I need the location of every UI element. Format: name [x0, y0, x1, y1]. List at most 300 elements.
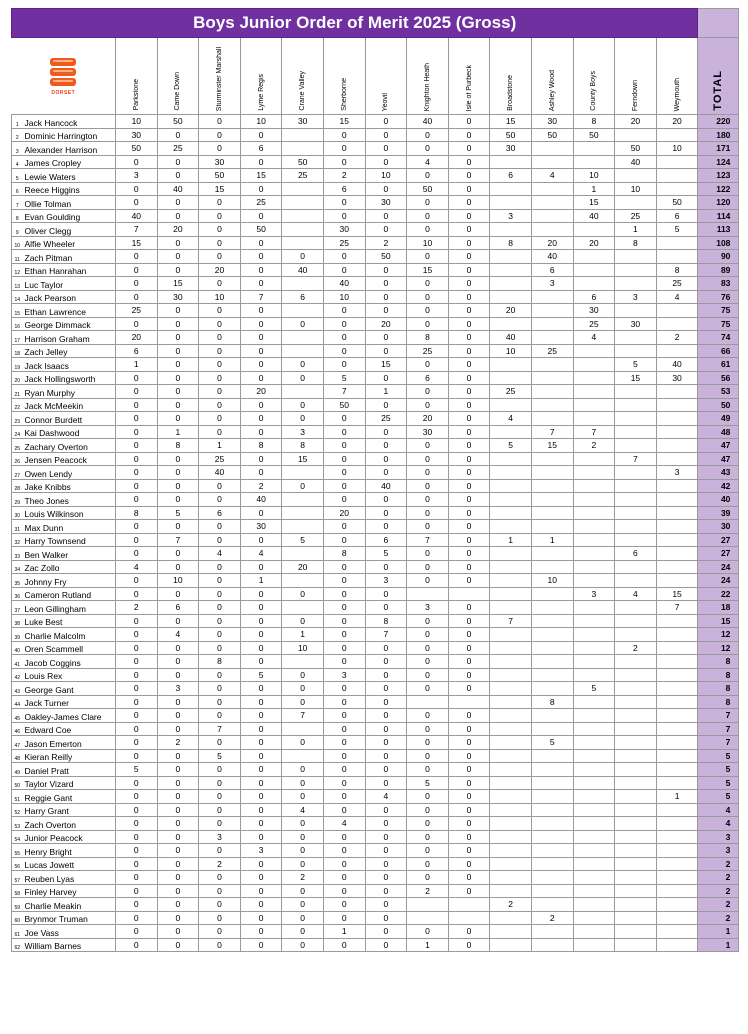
- score-cell: 0: [407, 817, 449, 831]
- score-cell: 0: [240, 628, 282, 642]
- player-name: Charlie Malcolm: [23, 628, 116, 642]
- player-name: Taylor Vizard: [23, 776, 116, 790]
- table-row: [12, 317, 739, 331]
- score-cell: 0: [448, 925, 490, 939]
- score-cell: 6: [240, 142, 282, 156]
- rank-number: 40: [12, 641, 23, 655]
- score-cell: 0: [407, 682, 449, 696]
- score-cell: [407, 898, 449, 912]
- score-cell: 10: [323, 290, 365, 304]
- score-cell: 0: [323, 574, 365, 588]
- score-cell: 1: [407, 938, 449, 952]
- score-cell: [573, 466, 615, 480]
- score-cell: 0: [116, 452, 158, 466]
- table-row: [12, 857, 739, 871]
- table-row: [12, 331, 739, 345]
- score-cell: 50: [531, 128, 573, 142]
- column-header: [282, 38, 324, 115]
- score-cell: [615, 898, 657, 912]
- score-cell: 0: [116, 263, 158, 277]
- score-cell: 0: [323, 776, 365, 790]
- score-cell: 4: [116, 560, 158, 574]
- score-cell: [615, 128, 657, 142]
- score-cell: 0: [407, 520, 449, 534]
- score-cell: 40: [282, 263, 324, 277]
- score-cell: 0: [199, 695, 241, 709]
- score-cell: [573, 142, 615, 156]
- score-cell: 2: [199, 857, 241, 871]
- score-cell: 0: [116, 628, 158, 642]
- score-cell: 0: [365, 763, 407, 777]
- score-cell: 4: [282, 803, 324, 817]
- score-cell: 10: [407, 236, 449, 250]
- score-cell: 0: [407, 763, 449, 777]
- score-cell: 0: [199, 587, 241, 601]
- score-cell: 10: [615, 182, 657, 196]
- score-cell: [531, 655, 573, 669]
- score-cell: 0: [365, 682, 407, 696]
- column-header: [656, 38, 698, 115]
- score-cell: 0: [199, 331, 241, 345]
- score-cell: [531, 668, 573, 682]
- score-cell: 0: [199, 601, 241, 615]
- score-cell: 0: [282, 817, 324, 831]
- score-cell: 0: [407, 493, 449, 507]
- total-cell: 83: [698, 277, 739, 291]
- score-cell: 0: [240, 128, 282, 142]
- score-cell: 0: [157, 830, 199, 844]
- score-cell: [448, 898, 490, 912]
- score-cell: [615, 722, 657, 736]
- total-cell: 74: [698, 331, 739, 345]
- score-cell: [656, 155, 698, 169]
- score-cell: 0: [199, 209, 241, 223]
- score-cell: 0: [365, 736, 407, 750]
- score-cell: 7: [365, 628, 407, 642]
- score-cell: 0: [282, 898, 324, 912]
- rank-number: 30: [12, 506, 23, 520]
- score-cell: 0: [240, 803, 282, 817]
- score-cell: 0: [199, 398, 241, 412]
- score-cell: 0: [116, 290, 158, 304]
- score-cell: 0: [157, 371, 199, 385]
- score-cell: 0: [323, 628, 365, 642]
- score-cell: 0: [116, 925, 158, 939]
- table-row: [12, 668, 739, 682]
- score-cell: 0: [365, 277, 407, 291]
- score-cell: 10: [282, 641, 324, 655]
- score-cell: [490, 290, 532, 304]
- score-cell: [531, 196, 573, 210]
- score-cell: 3: [656, 466, 698, 480]
- score-cell: [490, 398, 532, 412]
- score-cell: 0: [282, 736, 324, 750]
- score-cell: 0: [282, 479, 324, 493]
- score-cell: 0: [199, 560, 241, 574]
- total-cell: 2: [698, 911, 739, 925]
- score-cell: 0: [240, 236, 282, 250]
- score-cell: [573, 857, 615, 871]
- score-cell: 0: [116, 250, 158, 264]
- score-cell: [531, 857, 573, 871]
- table-row: [12, 641, 739, 655]
- score-cell: 0: [365, 209, 407, 223]
- score-cell: 0: [407, 547, 449, 561]
- score-cell: [656, 655, 698, 669]
- score-cell: [656, 844, 698, 858]
- score-cell: 20: [531, 236, 573, 250]
- score-cell: [573, 398, 615, 412]
- score-cell: 0: [407, 736, 449, 750]
- score-cell: [573, 358, 615, 372]
- score-cell: 15: [240, 169, 282, 183]
- score-cell: 0: [448, 547, 490, 561]
- total-cell: 50: [698, 398, 739, 412]
- score-cell: 8: [531, 695, 573, 709]
- score-cell: 0: [448, 115, 490, 129]
- score-cell: 0: [116, 682, 158, 696]
- lion-icon: [50, 68, 76, 76]
- column-header-label: Broadstone: [507, 75, 515, 111]
- score-cell: [282, 304, 324, 318]
- score-cell: 0: [407, 803, 449, 817]
- score-cell: [282, 142, 324, 156]
- score-cell: [573, 736, 615, 750]
- score-cell: 25: [240, 196, 282, 210]
- total-cell: 8: [698, 668, 739, 682]
- column-header-label: Isle of Purbeck: [465, 64, 473, 111]
- score-cell: 0: [240, 776, 282, 790]
- score-cell: 2: [615, 641, 657, 655]
- score-cell: [573, 506, 615, 520]
- score-cell: 0: [365, 425, 407, 439]
- score-cell: 50: [656, 196, 698, 210]
- score-cell: 15: [531, 439, 573, 453]
- score-cell: 3: [407, 601, 449, 615]
- total-cell: 3: [698, 844, 739, 858]
- score-cell: 30: [573, 304, 615, 318]
- score-cell: 0: [448, 857, 490, 871]
- score-cell: 0: [157, 668, 199, 682]
- score-cell: 0: [448, 142, 490, 156]
- merit-table: [11, 8, 739, 952]
- score-cell: 4: [157, 628, 199, 642]
- score-cell: 25: [490, 385, 532, 399]
- score-cell: 7: [282, 709, 324, 723]
- score-cell: 0: [323, 493, 365, 507]
- score-cell: 0: [448, 182, 490, 196]
- rank-number: 24: [12, 425, 23, 439]
- score-cell: 0: [240, 398, 282, 412]
- score-cell: 6: [282, 290, 324, 304]
- score-cell: 25: [531, 344, 573, 358]
- score-cell: [615, 169, 657, 183]
- score-cell: 0: [365, 115, 407, 129]
- rank-number: 22: [12, 398, 23, 412]
- score-cell: 0: [116, 655, 158, 669]
- table-row: [12, 412, 739, 426]
- score-cell: 7: [531, 425, 573, 439]
- score-cell: 5: [615, 358, 657, 372]
- total-cell: 1: [698, 938, 739, 952]
- score-cell: 30: [490, 142, 532, 156]
- score-cell: 0: [365, 223, 407, 237]
- score-cell: 0: [116, 398, 158, 412]
- total-cell: 123: [698, 169, 739, 183]
- score-cell: 0: [199, 317, 241, 331]
- score-cell: 0: [407, 844, 449, 858]
- score-cell: 50: [199, 169, 241, 183]
- rank-number: 60: [12, 911, 23, 925]
- score-cell: [490, 817, 532, 831]
- score-cell: [490, 263, 532, 277]
- rank-number: 10: [12, 236, 23, 250]
- score-cell: 0: [365, 776, 407, 790]
- score-cell: 0: [199, 142, 241, 156]
- table-row: [12, 128, 739, 142]
- column-header: [240, 38, 282, 115]
- score-cell: 0: [157, 466, 199, 480]
- score-cell: 3: [531, 277, 573, 291]
- score-cell: 25: [323, 236, 365, 250]
- score-cell: 0: [365, 857, 407, 871]
- score-cell: 0: [240, 911, 282, 925]
- score-cell: [573, 911, 615, 925]
- player-name: William Barnes: [23, 938, 116, 952]
- score-cell: 0: [116, 709, 158, 723]
- score-cell: [531, 614, 573, 628]
- score-cell: 8: [199, 655, 241, 669]
- score-cell: 0: [240, 925, 282, 939]
- score-cell: [282, 236, 324, 250]
- score-cell: 0: [323, 358, 365, 372]
- score-cell: 30: [615, 317, 657, 331]
- table-row: [12, 722, 739, 736]
- score-cell: [615, 763, 657, 777]
- score-cell: 0: [282, 317, 324, 331]
- score-cell: 25: [365, 412, 407, 426]
- table-row: [12, 601, 739, 615]
- score-cell: 0: [323, 560, 365, 574]
- score-cell: [573, 817, 615, 831]
- score-cell: [490, 736, 532, 750]
- score-cell: 0: [365, 263, 407, 277]
- rank-number: 18: [12, 344, 23, 358]
- score-cell: 0: [157, 776, 199, 790]
- table-row: [12, 790, 739, 804]
- table-row: [12, 358, 739, 372]
- score-cell: 0: [240, 304, 282, 318]
- total-cell: 180: [698, 128, 739, 142]
- rank-number: 26: [12, 452, 23, 466]
- table-row: [12, 587, 739, 601]
- rank-number: 34: [12, 560, 23, 574]
- score-cell: [490, 223, 532, 237]
- score-cell: 15: [407, 263, 449, 277]
- rank-number: 19: [12, 358, 23, 372]
- score-cell: 0: [323, 250, 365, 264]
- score-cell: 20: [116, 331, 158, 345]
- player-name: Theo Jones: [23, 493, 116, 507]
- score-cell: 0: [157, 169, 199, 183]
- score-cell: 0: [199, 641, 241, 655]
- score-cell: 2: [365, 236, 407, 250]
- total-cell: 49: [698, 412, 739, 426]
- total-cell: 24: [698, 560, 739, 574]
- rank-number: 16: [12, 317, 23, 331]
- score-cell: 0: [323, 533, 365, 547]
- score-cell: [490, 749, 532, 763]
- total-cell: 5: [698, 749, 739, 763]
- score-cell: [531, 628, 573, 642]
- score-cell: [573, 574, 615, 588]
- score-cell: 0: [365, 601, 407, 615]
- score-cell: 30: [323, 223, 365, 237]
- table-row: [12, 439, 739, 453]
- score-cell: 0: [407, 223, 449, 237]
- total-cell: 2: [698, 898, 739, 912]
- score-cell: 0: [282, 587, 324, 601]
- score-cell: 0: [157, 641, 199, 655]
- score-cell: 0: [157, 925, 199, 939]
- score-cell: 0: [116, 938, 158, 952]
- score-cell: [615, 277, 657, 291]
- score-cell: 0: [116, 520, 158, 534]
- score-cell: [656, 533, 698, 547]
- score-cell: [490, 722, 532, 736]
- score-cell: 0: [240, 425, 282, 439]
- score-cell: 0: [448, 236, 490, 250]
- score-cell: 0: [365, 884, 407, 898]
- score-cell: 0: [448, 722, 490, 736]
- score-cell: 10: [240, 115, 282, 129]
- score-cell: [573, 493, 615, 507]
- score-cell: 0: [448, 817, 490, 831]
- score-cell: 0: [282, 250, 324, 264]
- score-cell: 0: [157, 884, 199, 898]
- score-cell: 40: [490, 331, 532, 345]
- score-cell: 1: [615, 223, 657, 237]
- score-cell: 0: [240, 682, 282, 696]
- score-cell: [490, 452, 532, 466]
- player-name: Zach Pitman: [23, 250, 116, 264]
- rank-number: 62: [12, 938, 23, 952]
- rank-number: 6: [12, 182, 23, 196]
- score-cell: [573, 547, 615, 561]
- score-cell: [615, 695, 657, 709]
- score-cell: 0: [448, 277, 490, 291]
- score-cell: 5: [407, 776, 449, 790]
- player-name: Zach Overton: [23, 817, 116, 831]
- score-cell: [531, 142, 573, 156]
- score-cell: [615, 709, 657, 723]
- score-cell: [490, 857, 532, 871]
- score-cell: 0: [365, 817, 407, 831]
- rank-number: 61: [12, 925, 23, 939]
- score-cell: 7: [323, 385, 365, 399]
- score-cell: 0: [199, 574, 241, 588]
- score-cell: 0: [407, 358, 449, 372]
- rank-number: 52: [12, 803, 23, 817]
- score-cell: 0: [407, 722, 449, 736]
- score-cell: [531, 601, 573, 615]
- score-cell: 0: [448, 749, 490, 763]
- score-cell: 0: [116, 196, 158, 210]
- player-name: Luc Taylor: [23, 277, 116, 291]
- score-cell: 0: [448, 290, 490, 304]
- score-cell: 0: [323, 857, 365, 871]
- score-cell: [531, 412, 573, 426]
- score-cell: 0: [240, 790, 282, 804]
- score-cell: 0: [199, 115, 241, 129]
- total-cell: 3: [698, 830, 739, 844]
- score-cell: 0: [157, 155, 199, 169]
- score-cell: 0: [157, 871, 199, 885]
- player-name: Jason Emerton: [23, 736, 116, 750]
- column-header-label: Sherborne: [340, 78, 348, 111]
- score-cell: 0: [240, 817, 282, 831]
- player-name: Jack Hollingsworth: [23, 371, 116, 385]
- total-cell: 27: [698, 547, 739, 561]
- score-cell: 0: [157, 452, 199, 466]
- score-cell: [490, 277, 532, 291]
- score-cell: [615, 250, 657, 264]
- score-cell: 0: [199, 236, 241, 250]
- total-cell: 114: [698, 209, 739, 223]
- score-cell: [490, 763, 532, 777]
- score-cell: [531, 925, 573, 939]
- score-cell: [490, 560, 532, 574]
- score-cell: 0: [157, 938, 199, 952]
- score-cell: 0: [407, 749, 449, 763]
- score-cell: 0: [407, 128, 449, 142]
- score-cell: 0: [323, 331, 365, 345]
- score-cell: 4: [407, 155, 449, 169]
- score-cell: [490, 803, 532, 817]
- score-cell: [656, 344, 698, 358]
- score-cell: 7: [240, 290, 282, 304]
- score-cell: 0: [448, 209, 490, 223]
- score-cell: 0: [407, 277, 449, 291]
- score-cell: 0: [240, 601, 282, 615]
- score-cell: 0: [116, 736, 158, 750]
- score-cell: 0: [282, 412, 324, 426]
- score-cell: 0: [116, 790, 158, 804]
- score-cell: 6: [157, 601, 199, 615]
- score-cell: 6: [323, 182, 365, 196]
- score-cell: 0: [199, 682, 241, 696]
- score-cell: [531, 547, 573, 561]
- score-cell: 8: [365, 614, 407, 628]
- score-cell: [490, 196, 532, 210]
- score-cell: [490, 871, 532, 885]
- score-cell: 0: [365, 925, 407, 939]
- rank-number: 39: [12, 628, 23, 642]
- table-row: [12, 938, 739, 952]
- player-name: Oren Scammell: [23, 641, 116, 655]
- column-header-label: Came Down: [174, 72, 182, 111]
- player-name: Kai Dashwood: [23, 425, 116, 439]
- score-cell: 0: [282, 695, 324, 709]
- table-row: [12, 911, 739, 925]
- score-cell: 50: [615, 142, 657, 156]
- score-cell: 0: [240, 898, 282, 912]
- score-cell: 15: [365, 358, 407, 372]
- score-cell: 0: [116, 182, 158, 196]
- rank-number: 55: [12, 844, 23, 858]
- table-row: [12, 803, 739, 817]
- score-cell: [490, 830, 532, 844]
